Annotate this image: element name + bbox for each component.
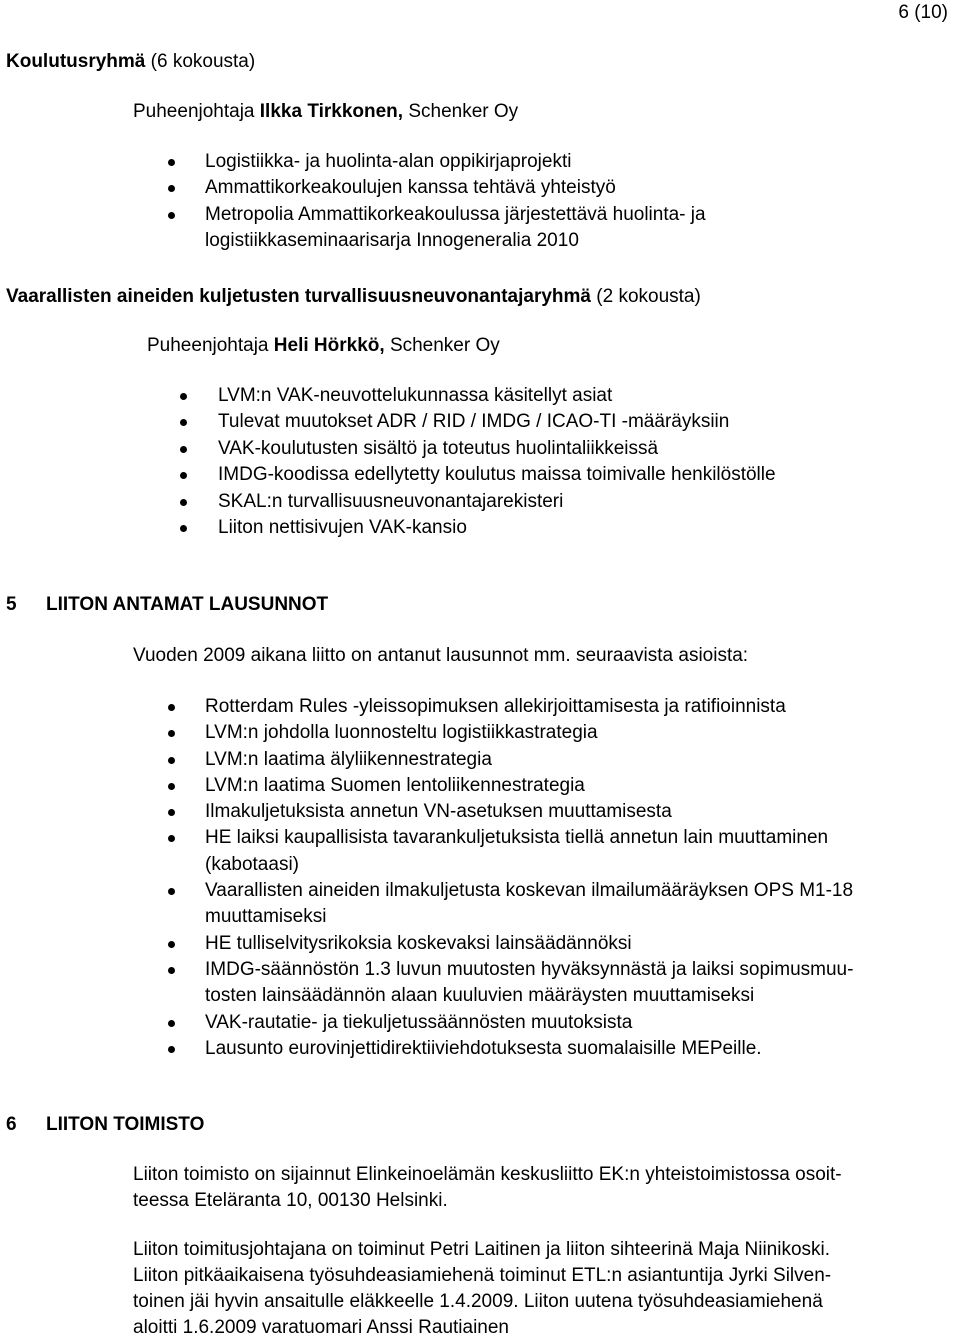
section-number-6: 6 (6, 1114, 17, 1135)
list-item: Lausunto eurovinjettidirektiiviehdotuksesta suomalaisille MEPeille. (205, 1036, 853, 1062)
lausunnot-list (205, 694, 853, 1062)
list-item: IMDG-koodissa edellytetty koulutus maissa toimivalle henkilöstölle (218, 462, 776, 488)
office-paragraph: Liiton toimisto on sijainnut Elinkeinoelämän keskusliitto EK:n yhteistoimistossa osoit- teessa Eteläranta 10, 00130 Helsinki. (133, 1164, 842, 1211)
list-item: LVM:n VAK-neuvottelukunnassa käsitellyt asiat (218, 383, 776, 409)
staff-paragraph: Liiton toimitusjohtajana on toiminut Petri Laitinen ja liiton sihteerinä Maja Niinikoski. Liiton pitkäaikaisena työsuhdeasiamiehenä toiminut ETL:n asiantuntija Jyrki Silven- toinen jäi hyvin ansaitulle eläkkeelle 1.4.2009. Liiton uutena työsuhdeasiamiehenä aloitti 1.6.2009 varatuomari Anssi Rautiainen (133, 1239, 832, 1338)
meeting-count: (2 kokousta) (596, 286, 701, 307)
section-title-6: LIITON TOIMISTO (46, 1114, 205, 1135)
list-item: LVM:n laatima Suomen lentoliikennestrategia (205, 773, 853, 799)
list-item: Tulevat muutokset ADR / RID / IMDG / ICAO-TI -määräyksiin (218, 409, 776, 435)
list-item: LVM:n laatima älyliikennestrategia (205, 747, 853, 773)
chair-prefix: Puheenjohtaja (133, 101, 255, 122)
chair-org: Schenker Oy (408, 101, 519, 122)
section-heading-vak (6, 286, 701, 308)
chair-name: Ilkka Tirkkonen, (259, 101, 404, 122)
list-item: SKAL:n turvallisuusneuvonantajarekisteri (218, 489, 776, 515)
section-heading-koulutus (6, 51, 255, 73)
list-item: HE tulliselvitysrikoksia koskevaksi lainsäädännöksi (205, 931, 853, 957)
list-item: Ilmakuljetuksista annetun VN-asetuksen muuttamisesta (205, 799, 853, 825)
section-title: Koulutusryhmä (6, 51, 146, 72)
list-item: Logistiikka- ja huolinta-alan oppikirjaprojekti (205, 149, 706, 175)
list-item: HE laiksi kaupallisista tavarankuljetuksista tiellä annetun lain muuttaminen (kabotaasi) (205, 825, 853, 878)
list-item: Metropolia Ammattikorkeakoulussa järjestettävä huolinta- ja (205, 202, 706, 228)
list-item: Ammattikorkeakoulujen kanssa tehtävä yhteistyö (205, 175, 706, 201)
list-item: IMDG-säännöstön 1.3 luvun muutosten hyväksynnästä ja laiksi sopimusmuu- tosten lainsäädännön alaan kuuluvien määräysten muuttamiseksi (205, 957, 853, 1010)
list-item: Rotterdam Rules -yleissopimuksen allekirjoittamisesta ja ratifioinnista (205, 694, 853, 720)
section5-intro: Vuoden 2009 aikana liitto on antanut lausunnot mm. seuraavista asioista: (133, 645, 749, 666)
list-item: VAK-koulutusten sisältö ja toteutus huolintaliikkeissä (218, 436, 776, 462)
chair-org: Schenker Oy (389, 335, 500, 356)
list-item-continuation: logistiikkaseminaarisarja Innogeneralia 2010 (205, 230, 579, 252)
koulutus-list (205, 149, 706, 255)
section-title: Vaarallisten aineiden kuljetusten turvallisuusneuvonantajaryhmä (6, 286, 591, 307)
chair-name: Heli Hörkkö, (273, 335, 385, 356)
section-number-5: 5 (6, 594, 17, 615)
list-item: Liiton nettisivujen VAK-kansio (218, 515, 776, 541)
page-number: 6 (10) (898, 2, 948, 23)
chair-line-koulutus (133, 101, 518, 123)
list-item: Vaarallisten aineiden ilmakuljetusta koskevan ilmailumääräyksen OPS M1-18 muuttamiseksi (205, 878, 853, 931)
chair-prefix: Puheenjohtaja (147, 335, 269, 356)
list-item: VAK-rautatie- ja tiekuljetussäännösten muutoksista (205, 1010, 853, 1036)
chair-line-vak (147, 335, 500, 357)
list-item: LVM:n johdolla luonnosteltu logistiikkastrategia (205, 720, 853, 746)
meeting-count: (6 kokousta) (150, 51, 256, 72)
vak-list (218, 383, 776, 541)
section-title-5: LIITON ANTAMAT LAUSUNNOT (46, 594, 329, 615)
